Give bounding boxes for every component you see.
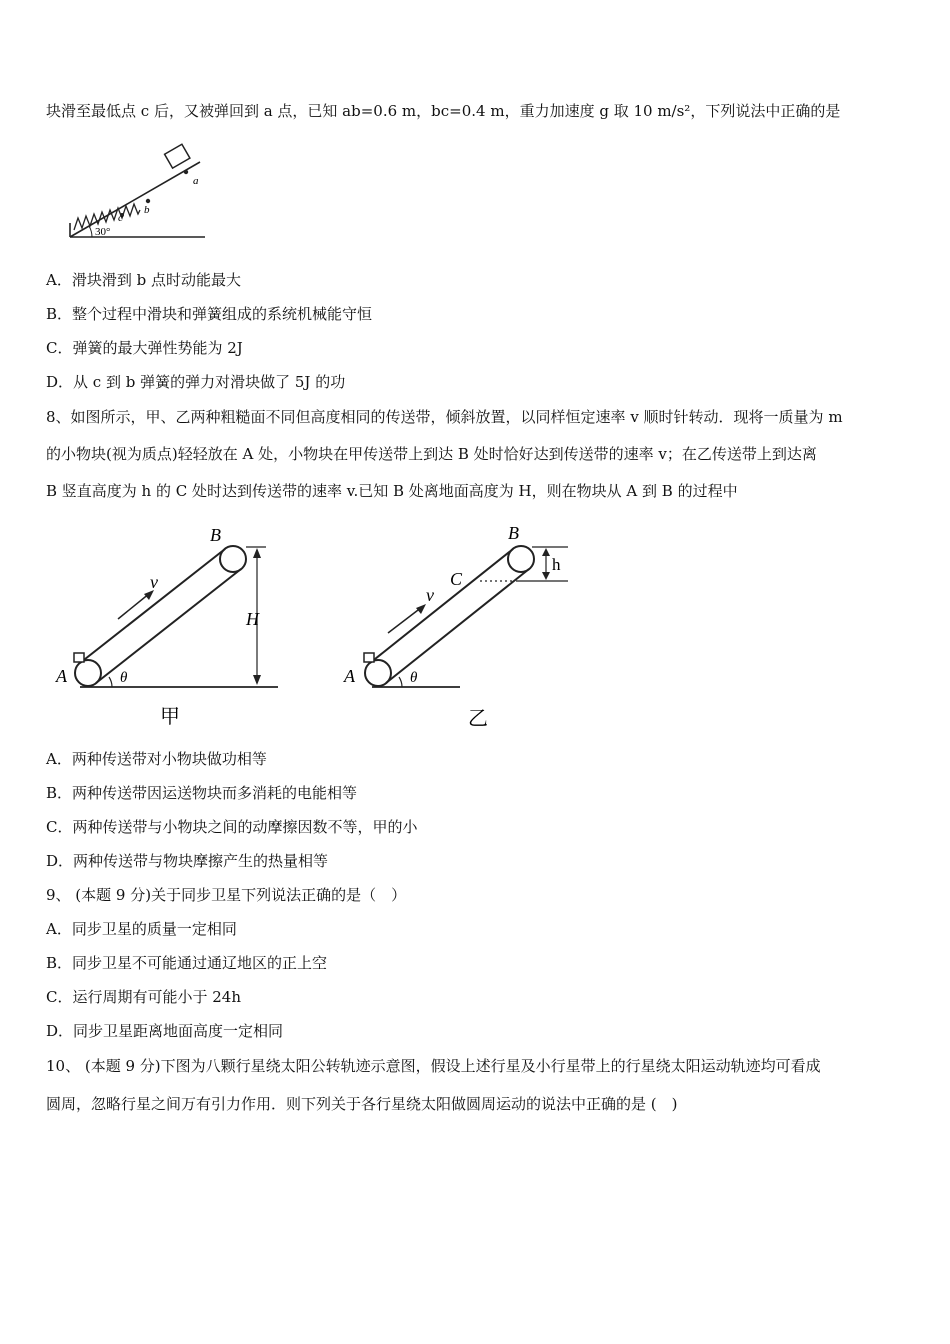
spring-incline-figure — [60, 140, 220, 245]
q7-option-b: B．整个过程中滑块和弹簧组成的系统机械能守恒 — [46, 305, 373, 323]
jia-label-v: v — [150, 572, 158, 592]
conveyor-jia — [55, 525, 278, 728]
q9-option-d: D．同步卫星距离地面高度一定相同 — [46, 1022, 284, 1040]
conveyor-yi — [343, 523, 568, 730]
q7-option-c: C．弹簧的最大弹性势能为 2J — [46, 339, 243, 357]
jia-label-a: A — [56, 666, 67, 686]
jia-label-theta: θ — [120, 670, 128, 686]
fig1-label-b: b — [144, 204, 150, 216]
q8-option-a: A．两种传送带对小物块做功相等 — [46, 750, 267, 768]
q10-stem-line-1: 10、 (本题 9 分)下图为八颗行星绕太阳公转轨迹示意图，假设上述行星及小行星带上的行星绕太阳运动轨迹均可看成 — [46, 1057, 821, 1075]
q8-option-b: B．两种传送带因运送物块而多消耗的电能相等 — [46, 784, 358, 802]
q9-option-c: C．运行周期有可能小于 24h — [46, 988, 241, 1006]
fig1-label-a: a — [193, 175, 199, 187]
conveyor-belts-figure — [50, 515, 590, 735]
q9-stem: 9、 (本题 9 分)关于同步卫星下列说法正确的是（ ） — [46, 886, 407, 904]
yi-label-b: B — [508, 523, 519, 543]
yi-caption: 乙 — [468, 708, 488, 730]
q8-stem-line-3: B 竖直高度为 h 的 C 处时达到传送带的速率 v.已知 B 处离地面高度为 H，则在物块从 A 到 B 的过程中 — [46, 482, 738, 500]
yi-label-c: C — [450, 569, 463, 589]
fig1-label-c: c — [118, 212, 123, 224]
q8-stem-line-1: 8、如图所示，甲、乙两种粗糙面不同但高度相同的传送带，倾斜放置，以同样恒定速率 v 顺时针转动．现将一质量为 m — [46, 408, 843, 426]
q7-option-d: D．从 c 到 b 弹簧的弹力对滑块做了 5J 的功 — [46, 373, 346, 391]
yi-label-a: A — [344, 666, 355, 686]
jia-label-h-big: H — [246, 609, 259, 629]
jia-caption: 甲 — [160, 706, 180, 728]
q8-stem-line-2: 的小物块(视为质点)轻轻放在 A 处，小物块在甲传送带上到达 B 处时恰好达到传送带的速率 v；在乙传送带上到达离 — [46, 445, 817, 463]
fig1-angle: 30° — [95, 226, 111, 238]
yi-label-theta: θ — [410, 670, 418, 686]
q9-option-a: A．同步卫星的质量一定相同 — [46, 920, 237, 938]
yi-label-v: v — [426, 585, 434, 605]
q10-stem-line-2: 圆周，忽略行星之间万有引力作用．则下列关于各行星绕太阳做圆周运动的说法中正确的是 ( ) — [46, 1095, 678, 1113]
q7-option-a: A．滑块滑到 b 点时动能最大 — [46, 271, 241, 289]
question-7-intro: 块滑至最低点 c 后，又被弹回到 a 点，已知 ab=0.6 m，bc=0.4 m，重力加速度 g 取 10 m/s²，下列说法中正确的是 — [46, 102, 841, 120]
q8-option-c: C．两种传送带与小物块之间的动摩擦因数不等，甲的小 — [46, 818, 418, 836]
yi-label-h-small: h — [552, 555, 561, 574]
q9-option-b: B．同步卫星不可能通过通辽地区的正上空 — [46, 954, 328, 972]
q8-option-d: D．两种传送带与物块摩擦产生的热量相等 — [46, 852, 329, 870]
jia-label-b: B — [210, 525, 221, 545]
